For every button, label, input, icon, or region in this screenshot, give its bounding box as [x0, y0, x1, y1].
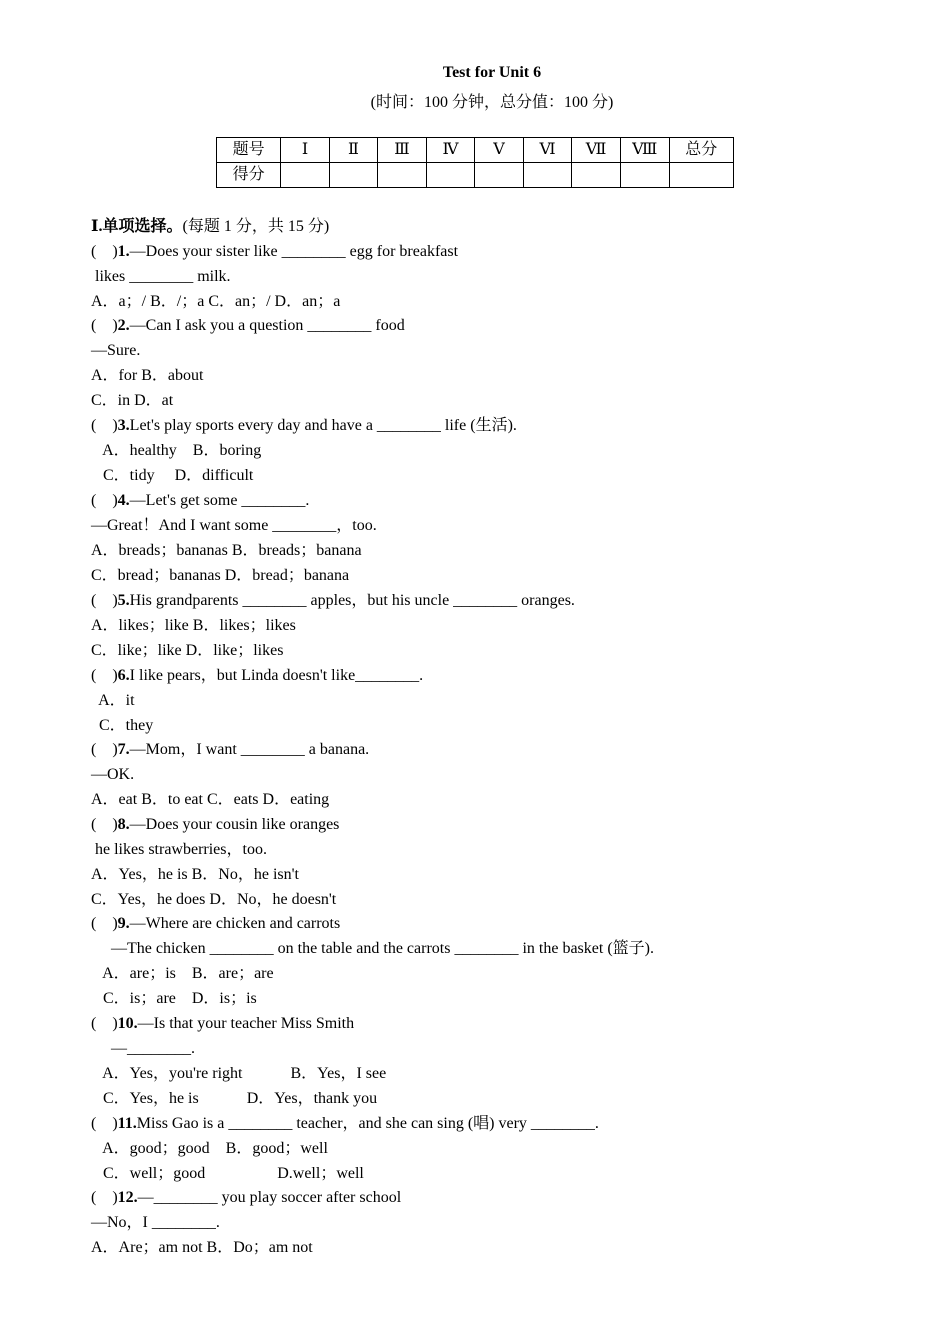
question-stem [91, 416, 517, 436]
question-text: I like pears，but Linda doesn't like________. [129, 667, 424, 684]
question-text: —Mom，I want ________ a banana. [129, 741, 370, 758]
question-stem [91, 666, 423, 686]
score-blank-cell[interactable] [669, 163, 733, 188]
answer-paren[interactable]: ( ) [91, 741, 118, 758]
score-blank-cell[interactable] [475, 163, 523, 188]
question-line: —Sure. [91, 342, 141, 359]
score-cell: Ⅱ [329, 138, 377, 163]
score-cell: Ⅴ [475, 138, 523, 163]
answer-paren[interactable]: ( ) [91, 1189, 118, 1206]
score-blank-cell[interactable] [620, 163, 669, 188]
answer-paren[interactable]: ( ) [91, 492, 118, 509]
question-stem [91, 740, 369, 760]
question-number: 3. [117, 417, 130, 434]
question-line: —Great！And I want some ________，too. [91, 517, 377, 534]
question-options: A．are；is B．are；are [91, 965, 274, 982]
question-number: 8. [117, 816, 130, 833]
question-options: A．healthy B．boring [91, 442, 262, 459]
question-stem [91, 591, 575, 611]
answer-paren[interactable]: ( ) [91, 592, 118, 609]
question-number: 4. [117, 492, 130, 509]
question-text: —________ you play soccer after school [137, 1189, 402, 1206]
section-heading [91, 217, 329, 237]
question-options: A．a；/ B．/；a C．an；/ D．an；a [91, 293, 341, 310]
question-number: 5. [117, 592, 130, 609]
question-stem [91, 316, 405, 336]
question-text: —Where are chicken and carrots [129, 915, 341, 932]
question-stem [91, 1188, 401, 1208]
question-line: —The chicken ________ on the table and the carrots ________ in the basket (篮子). [91, 940, 654, 957]
question-text: —Does your cousin like oranges [129, 816, 340, 833]
question-number: 9. [117, 915, 130, 932]
question-options: C．they [91, 717, 154, 734]
question-stem [91, 1014, 354, 1034]
score-cell: 总分 [669, 138, 733, 163]
question-number: 7. [117, 741, 130, 758]
question-options: C．like；like D．like；likes [91, 642, 284, 659]
score-cell: Ⅵ [523, 138, 572, 163]
score-table [216, 137, 734, 188]
question-options: C．in D．at [91, 392, 174, 409]
question-options: C．Yes，he does D．No，he doesn't [91, 891, 337, 908]
question-text: —Let's get some ________. [129, 492, 310, 509]
score-table-header-row [217, 138, 734, 163]
score-blank-cell[interactable] [572, 163, 621, 188]
question-number: 2. [117, 317, 130, 334]
answer-paren[interactable]: ( ) [91, 816, 118, 833]
answer-paren[interactable]: ( ) [91, 317, 118, 334]
question-options: A．for B．about [91, 367, 204, 384]
question-options: A．Yes，he is B．No，he isn't [91, 866, 299, 883]
question-text: Miss Gao is a ________ teacher，and she can sing (唱) very ________. [136, 1115, 599, 1132]
question-stem [91, 242, 458, 262]
score-blank-cell[interactable] [378, 163, 427, 188]
score-cell: Ⅷ [620, 138, 669, 163]
section-heading-note: (每题 1 分，共 15 分) [182, 218, 330, 235]
section-heading-bold: Ⅰ.单项选择。 [91, 218, 183, 235]
score-cell: 题号 [217, 138, 281, 163]
question-options: C．tidy D．difficult [91, 467, 254, 484]
score-cell: Ⅳ [426, 138, 475, 163]
answer-paren[interactable]: ( ) [91, 915, 118, 932]
question-options: C．bread；bananas D．bread；banana [91, 567, 350, 584]
score-blank-cell[interactable] [426, 163, 475, 188]
question-number: 1. [117, 243, 130, 260]
answer-paren[interactable]: ( ) [91, 1115, 118, 1132]
question-text: —Does your sister like ________ egg for breakfast [129, 243, 459, 260]
answer-paren[interactable]: ( ) [91, 417, 118, 434]
page-subtitle: (时间：100 分钟，总分值：100 分) [370, 94, 614, 111]
answer-paren[interactable]: ( ) [91, 1015, 118, 1032]
question-options: A．eat B．to eat C．eats D．eating [91, 791, 330, 808]
score-cell: Ⅲ [378, 138, 427, 163]
score-blank-cell[interactable] [329, 163, 377, 188]
question-options: A．it [91, 692, 135, 709]
question-stem [91, 491, 309, 511]
question-line: —OK. [91, 766, 135, 783]
question-options: A．Yes，you're right B．Yes，I see [91, 1065, 387, 1082]
page-title: Test for Unit 6 [442, 64, 542, 81]
question-number: 6. [117, 667, 130, 684]
question-line: likes ________ milk. [91, 268, 231, 285]
question-number: 11. [117, 1115, 137, 1132]
question-options: A．Are；am not B．Do；am not [91, 1239, 313, 1256]
score-cell: Ⅰ [281, 138, 329, 163]
score-blank-cell[interactable] [281, 163, 329, 188]
question-text: —Is that your teacher Miss Smith [137, 1015, 355, 1032]
question-stem [91, 1114, 599, 1134]
question-line: —________. [91, 1040, 195, 1057]
question-line: —No，I ________. [91, 1214, 220, 1231]
question-text: Let's play sports every day and have a ________ life (生活). [129, 417, 517, 434]
answer-paren[interactable]: ( ) [91, 667, 118, 684]
question-options: C．is；are D．is；is [91, 990, 257, 1007]
question-stem [91, 815, 339, 835]
question-text: His grandparents ________ apples，but his uncle ________ oranges. [129, 592, 575, 609]
question-number: 10. [117, 1015, 138, 1032]
score-blank-cell[interactable] [523, 163, 572, 188]
question-options: A．likes；like B．likes；likes [91, 617, 296, 634]
question-options: A．breads；bananas B．breads；banana [91, 542, 362, 559]
question-number: 12. [117, 1189, 138, 1206]
question-text: —Can I ask you a question ________ food [129, 317, 405, 334]
question-line: he likes strawberries，too. [91, 841, 267, 858]
question-options: A．good；good B．good；well [91, 1140, 328, 1157]
score-cell: Ⅶ [572, 138, 621, 163]
answer-paren[interactable]: ( ) [91, 243, 118, 260]
score-table-score-row [217, 163, 734, 188]
question-options: C．Yes，he is D．Yes，thank you [91, 1090, 378, 1107]
score-cell: 得分 [217, 163, 281, 188]
question-stem [91, 914, 340, 934]
question-options: C．well；good D.well；well [91, 1165, 364, 1182]
